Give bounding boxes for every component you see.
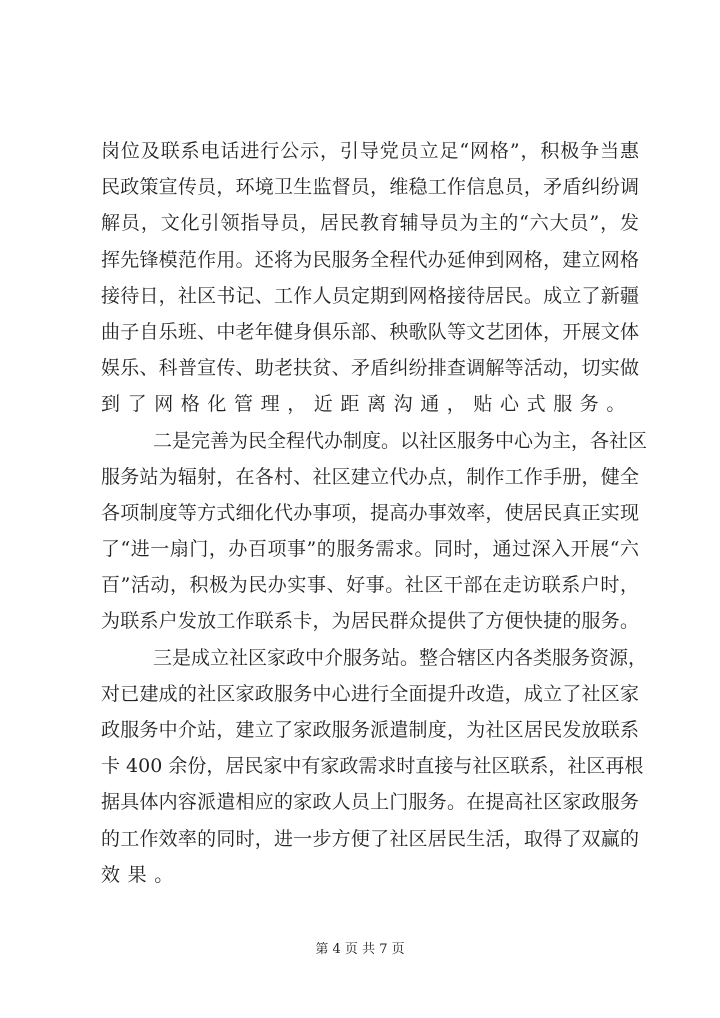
text-line: 政服务中介站，建立了家政服务派遣制度，为社区居民发放联系	[101, 719, 639, 741]
text-line: 娱乐、科普宣传、助老扶贫、矛盾纠纷排查调解等活动，切实做	[101, 357, 639, 380]
page-number-footer: 第 4 页 共 7 页	[315, 942, 405, 957]
text-line: 效果。	[101, 863, 181, 886]
text-line: 各项制度等方式细化代办事项，提高办事效率，使居民真正实现	[101, 501, 639, 524]
text-line: 百”活动，积极为民办实事、好事。社区干部在走访联系户时，	[101, 574, 639, 597]
text-line: 三是成立社区家政中介服务站。整合辖区内各类服务资源，	[153, 646, 648, 669]
text-line: 接待日，社区书记、工作人员定期到网格接待居民。成立了新疆	[101, 284, 639, 307]
paragraph	[101, 640, 648, 893]
text-line: 挥先锋模范作用。还将为民服务全程代办延伸到网格，建立网格	[101, 248, 639, 271]
text-line: 卡 400 余份，居民家中有家政需求时直接与社区联系，社区再根	[101, 755, 644, 778]
text-line: 对已建成的社区家政服务中心进行全面提升改造，成立了社区家	[101, 682, 639, 705]
text-line: 到了网格化管理，近距离沟通，贴心式服务。	[101, 393, 634, 416]
paragraph	[101, 423, 648, 640]
text-line: 服务站为辐射，在各村、社区建立代办点，制作工作手册，健全	[101, 465, 639, 488]
document-body	[101, 133, 648, 893]
text-line: 解员，文化引领指导员，居民教育辅导员为主的“六大员”，发	[101, 212, 639, 235]
text-line: 曲子自乐班、中老年健身俱乐部、秧歌队等文艺团体，开展文体	[101, 320, 639, 343]
text-line: 据具体内容派遣相应的家政人员上门服务。在提高社区家政服务	[101, 791, 639, 814]
text-line: 民政策宣传员，环境卫生监督员，维稳工作信息员，矛盾纠纷调	[101, 176, 639, 199]
text-line: 为联系户发放工作联系卡，为居民群众提供了方便快捷的服务。	[101, 610, 639, 633]
text-line: 了“进一扇门，办百项事”的服务需求。同时，通过深入开展“六	[101, 538, 639, 561]
paragraph	[101, 133, 639, 423]
text-line: 岗位及联系电话进行公示，引导党员立足“网格”，积极争当惠	[101, 140, 639, 162]
text-line: 二是完善为民全程代办制度。以社区服务中心为主，各社区	[153, 429, 648, 452]
text-line: 的工作效率的同时，进一步方便了社区居民生活，取得了双赢的	[101, 827, 639, 850]
